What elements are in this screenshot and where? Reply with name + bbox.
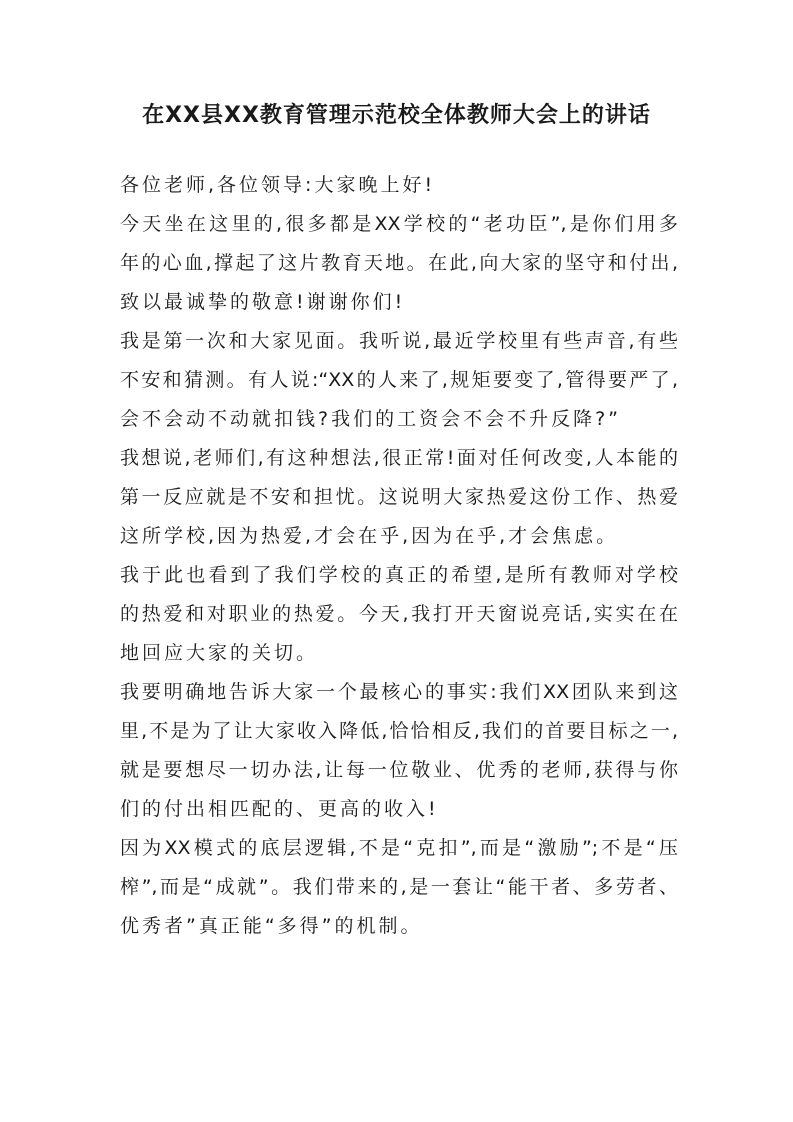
paragraph-line: 优秀者”真正能“多得”的机制。 [120, 915, 423, 937]
paragraph-line: 这所学校,因为热爱,才会在乎,因为在乎,才会焦虑。 [120, 525, 619, 547]
paragraph [120, 439, 678, 556]
paragraph-line: 就是要想尽一切办法,让每一位敬业、优秀的老师,获得与你 [120, 759, 678, 781]
paragraph [120, 205, 678, 322]
paragraph-line: 我于此也看到了我们学校的真正的希望,是所有教师对学校 [120, 564, 678, 586]
paragraph [120, 556, 678, 673]
paragraph-line: 我是第一次和大家见面。我听说,最近学校里有些声音,有些 [120, 330, 678, 352]
paragraph [120, 673, 678, 829]
document-title: 在XX县XX教育管理示范校全体教师大会上的讲话 [142, 103, 651, 128]
paragraph-line: 里,不是为了让大家收入降低,恰恰相反,我们的首要目标之一, [120, 720, 678, 742]
paragraph-line: 今天坐在这里的,很多都是XX学校的“老功臣”,是你们用多 [120, 213, 678, 235]
paragraph-line: 们的付出相匹配的、更高的收入! [120, 798, 439, 820]
paragraph [120, 829, 678, 946]
paragraph-line: 各位老师,各位领导:大家晚上好! [120, 174, 436, 196]
paragraph-line: 致以最诚挚的敬意!谢谢你们! [120, 291, 406, 313]
paragraph-line: 的热爱和对职业的热爱。今天,我打开天窗说亮话,实实在在 [120, 603, 678, 625]
paragraph-line: 我要明确地告诉大家一个最核心的事实:我们XX团队来到这 [120, 681, 678, 703]
paragraph-line: 会不会动不动就扣钱?我们的工资会不会不升反降?” [120, 408, 622, 430]
paragraph-line: 榨”,而是“成就”。我们带来的,是一套让“能干者、多劳者、 [120, 876, 678, 898]
paragraph [120, 166, 678, 205]
paragraph-line: 地回应大家的关切。 [120, 642, 319, 664]
paragraph-line: 第一反应就是不安和担忧。这说明大家热爱这份工作、热爱 [120, 486, 678, 508]
paragraph [120, 322, 678, 439]
paragraph-line: 因为XX模式的底层逻辑,不是“克扣”,而是“激励”;不是“压 [120, 837, 678, 859]
paragraph-line: 不安和猜测。有人说:“XX的人来了,规矩要变了,管得要严了, [120, 369, 678, 391]
document-body [120, 166, 678, 946]
paragraph-line: 年的心血,撑起了这片教育天地。在此,向大家的坚守和付出, [120, 252, 678, 274]
paragraph-line: 我想说,老师们,有这种想法,很正常!面对任何改变,人本能的 [120, 447, 678, 469]
